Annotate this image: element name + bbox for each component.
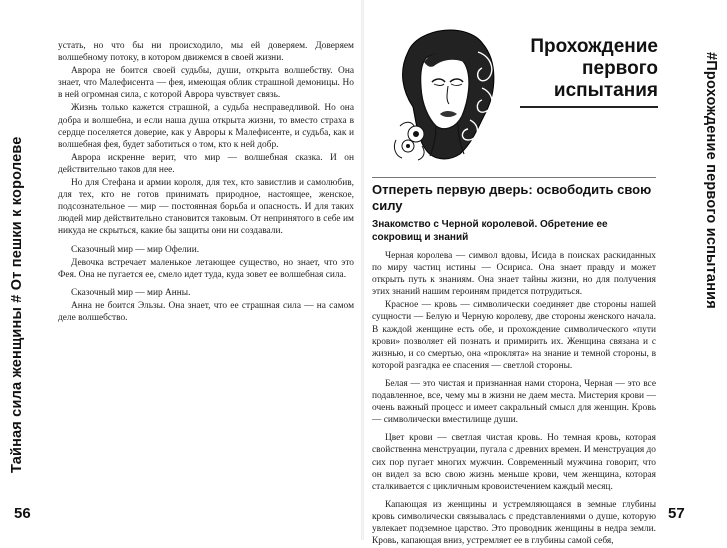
running-title-right: #Прохождение первого испытания bbox=[703, 52, 719, 309]
paragraph: Жизнь только кажется страшной, а судьба несправедливой. Но она добра и волшебна, и если наша душа открыта жизни, то вместо страха в сердце поселяется доверие, как у Авроры к Малефисенте, и судьба, как и волшебная фея, будет заботиться о том, кто к ней добр. bbox=[58, 103, 354, 150]
page-number-right: 57 bbox=[668, 505, 685, 522]
page-number-left: 56 bbox=[14, 505, 31, 522]
chapter-title: Прохождение первого испытания bbox=[530, 36, 658, 101]
paragraph: Но для Стефана и армии короля, для тех, кто завистлив и самолюбив, для тех, кто не готов принимать природное, настоящее, женское, подсознательное — мир — постоянная борьба и опасность. И для таких людей мир действительно становится таковым. От непринятого в себе им никуда не скрыться, какие бы защиты они ни создавали. bbox=[58, 178, 354, 237]
paragraph: устать, но что бы ни происходило, мы ей доверяем. Доверяем волшебному потоку, в котором движемся в своей жизни. bbox=[58, 41, 354, 64]
running-title-left: Тайная сила женщины # От пешки к королеве bbox=[9, 136, 25, 473]
paragraph: Сказочный мир — мир Офелии. bbox=[71, 244, 200, 255]
paragraph: Аврора не боится своей судьбы, души, открыта волшебству. Она знает, что Малефисента — фея, имеющая облик страшной демоницы. Но в ней огромная сила, с которой Аврора чувствует связь. bbox=[58, 66, 354, 101]
woman-portrait-illustration bbox=[378, 22, 508, 167]
sub-heading: Знакомство с Черной королевой. Обретение ее сокровищ и знаний bbox=[372, 219, 608, 243]
paragraph: Аврора искренне верит, что мир — волшебная сказка. И он действительно таков для нее. bbox=[58, 152, 354, 175]
paragraph: Анна не боится Эльзы. Она знает, что ее страшная сила — на самом деле волшебство. bbox=[58, 300, 354, 323]
right-body-text bbox=[372, 250, 656, 548]
paragraph: Черная королева — символ вдовы, Исида в поисках раскиданных по миру частиц истины — Осириса. Она знает правду и может открыть путь к знаниям. Она знает тайны жизни, но для получения этих знаний нашим героиням придется потрудиться. bbox=[372, 251, 656, 298]
paragraph: Цвет крови — светлая чистая кровь. Но темная кровь, которая свойственна менструации, пугала с древних времен. И менструация до сих пор пугает многих мужчин. Современный мужчина говорит, что он видел за всю свою жизнь меньше крови, чем женщина, которая сталкивается с цикличным кровоистечением каждый месяц. bbox=[372, 433, 656, 492]
paragraph: Сказочный мир — мир Анны. bbox=[71, 287, 191, 298]
paragraph: Красное — кровь — символически соединяет две стороны нашей сущности — Белую и Черную королеву, две стороны женского начала. В каждой женщине есть обе, и прохождение символического «пути крови» позволяет ей познать и примирить их. Женщина связана и с жизнью, и со смертью, она «проклята» на знание и темной стороны, в которой разгадка ее спасения — светлой стороны. bbox=[372, 300, 656, 371]
title-underline bbox=[520, 106, 658, 108]
paragraph: Капающая из женщины и устремляющаяся в земные глубины кровь символически связывалась с представлениями о душе, которую увлекает подземное царство. Это проводник женщины в недра земли. Кровь, капающая вниз, устремляет ее в глубины самой себя, bbox=[372, 499, 656, 547]
left-body-text bbox=[58, 40, 354, 325]
paragraph: Белая — это чистая и признанная нами сторона, Черная — это все подавленное, все, чему мы в жизни не даем места. Мистерия крови — очень важный процесс и имеет сакральный смысл для женщин. Кровь — символически вместилище души. bbox=[372, 378, 656, 426]
section-divider bbox=[372, 177, 656, 178]
left-page bbox=[0, 0, 362, 540]
section-heading: Отпереть первую дверь: освободить свою силу bbox=[372, 182, 652, 213]
paragraph: Девочка встречает маленькое летающее существо, но знает, что это Фея. Она не пугается ее, смело идет туда, куда зовет ее волшебная сила. bbox=[58, 257, 354, 280]
